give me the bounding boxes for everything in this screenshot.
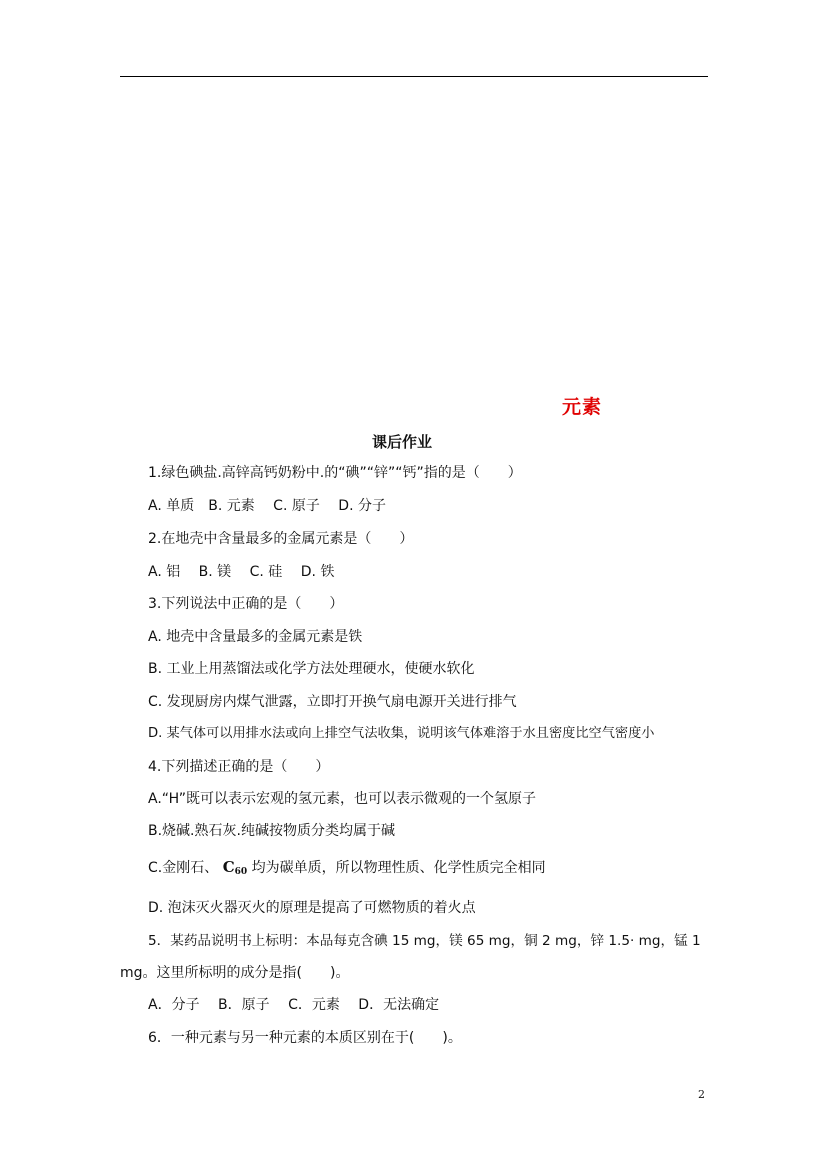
question-5: 5．某药品说明书上标明：本品每克含碘 15 mg，镁 65 mg，铜 2 mg，锌 1.5· mg，锰 1 [148,933,701,949]
question-3: 3.下列说法中正确的是（ ） [148,596,344,612]
question-3-option-b: B. 工业上用蒸馏法或化学方法处理硬水，使硬水软化 [148,661,475,677]
question-4-option-a: A.“H”既可以表示宏观的氢元素，也可以表示微观的一个氢原子 [148,791,536,807]
question-3-option-a: A. 地壳中含量最多的金属元素是铁 [148,629,363,645]
question-3-option-d: D. 某气体可以用排水法或向上排空气法收集，说明该气体难溶于水且密度比空气密度小 [148,726,655,741]
section-subtitle: 课后作业 [372,433,433,451]
question-5-options: A．分子 B．原子 C．元素 D．无法确定 [148,997,440,1013]
formula-symbol: C [222,858,235,876]
question-5-continued: mg。这里所标明的成分是指( )。 [120,965,350,981]
header-rule [120,76,708,77]
question-4-option-d: D. 泡沫灭火器灭火的原理是提高了可燃物质的着火点 [148,900,476,916]
question-4-option-c [148,858,546,881]
question-4-option-b: B.烧碱.熟石灰.纯碱按物质分类均属于碱 [148,823,395,839]
formula-subscript: 60 [234,867,248,877]
page-number: 2 [698,1088,705,1101]
question-2-options: A. 铝 B. 镁 C. 硅 D. 铁 [148,564,335,580]
c60-formula [223,858,247,876]
question-1: 1.绿色碘盐.高锌高钙奶粉中.的“碘”“锌”“钙”指的是（ ） [148,465,522,481]
question-4: 4.下列描述正确的是（ ） [148,759,330,775]
page-title: 元素 [562,396,603,418]
option-c-suffix: 均为碳单质，所以物理性质、化学性质完全相同 [251,860,546,876]
question-1-options: A. 单质 B. 元素 C. 原子 D. 分子 [148,498,386,514]
question-2: 2.在地壳中含量最多的金属元素是（ ） [148,531,414,547]
question-3-option-c: C. 发现厨房内煤气泄露，立即打开换气扇电源开关进行排气 [148,694,517,710]
question-6: 6．一种元素与另一种元素的本质区别在于( )。 [148,1030,462,1046]
option-c-prefix: C.金刚石、 [148,860,219,876]
